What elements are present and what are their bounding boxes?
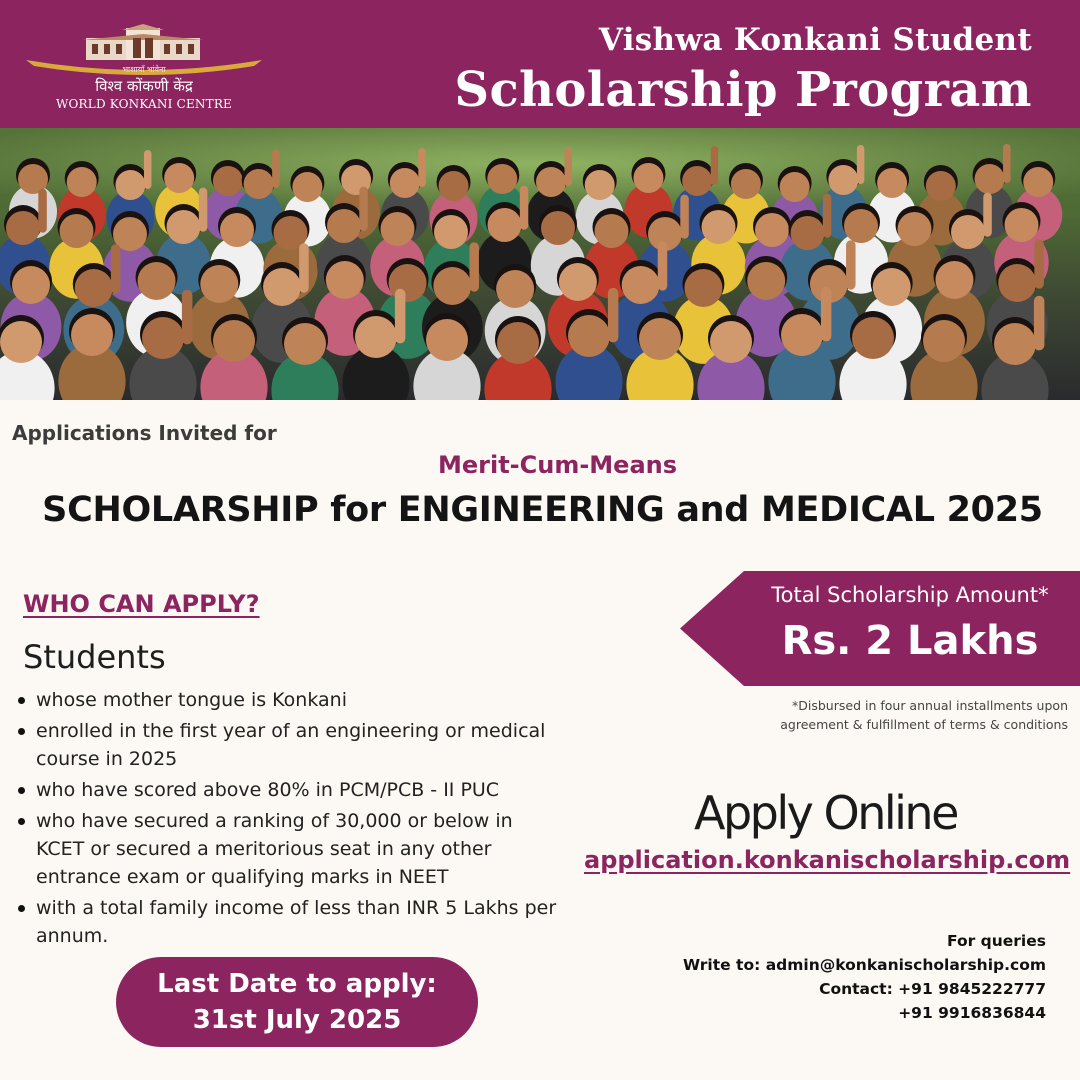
raised-arm	[199, 188, 208, 232]
eligibility-list	[14, 686, 562, 953]
student-face	[389, 264, 427, 302]
student-face	[926, 171, 956, 201]
raised-arm	[658, 241, 668, 290]
student-face	[355, 316, 397, 358]
student-face	[220, 213, 254, 247]
student-face	[559, 263, 597, 301]
student-face	[284, 323, 326, 365]
student-face	[780, 172, 810, 202]
student-face	[710, 321, 752, 363]
student-face	[844, 209, 878, 243]
student-face	[923, 320, 965, 362]
student-face	[595, 214, 629, 248]
raised-arm	[418, 148, 426, 187]
list-item: with a total family income of less than INR 5 Lakhs per annum.	[14, 894, 562, 950]
student-face	[75, 269, 113, 307]
raised-arm	[469, 242, 479, 291]
student-face	[568, 315, 610, 357]
student-face	[684, 269, 722, 307]
student-face	[200, 265, 238, 303]
who-can-apply-heading: WHO CAN APPLY?	[23, 590, 260, 618]
student-face	[164, 163, 194, 193]
student-face	[791, 216, 825, 250]
merit-cum-means-text: Merit-Cum-Means	[437, 451, 678, 479]
world-konkani-centre-logo	[26, 24, 262, 116]
student-face	[731, 169, 761, 199]
raised-arm	[711, 146, 719, 185]
student-face	[67, 167, 97, 197]
student-face	[702, 210, 736, 244]
student-face	[747, 262, 785, 300]
student-face	[433, 267, 471, 305]
student-face	[541, 211, 575, 245]
program-title-line1: Vishwa Konkani Student	[598, 22, 1032, 58]
student-face	[975, 164, 1005, 194]
students-illustration	[0, 128, 1080, 400]
list-item: who have secured a ranking of 30,000 or below in KCET or secured a meritorious seat in any other entrance exam or qualifying marks in NEET	[14, 807, 562, 891]
student-face	[426, 319, 468, 361]
raised-arm	[520, 186, 529, 230]
student-face	[639, 318, 681, 360]
student-face	[951, 215, 985, 249]
scholarship-heading: SCHOLARSHIP for ENGINEERING and MEDICAL 2025	[42, 490, 1043, 530]
student-face	[682, 166, 712, 196]
student-face	[292, 172, 322, 202]
raised-arm	[144, 150, 152, 189]
student-face	[1005, 208, 1039, 242]
amount-label: Total Scholarship Amount*	[771, 583, 1049, 607]
student-face	[326, 261, 364, 299]
student-face	[244, 169, 274, 199]
student-face	[585, 170, 615, 200]
student-face	[852, 317, 894, 359]
student-face	[487, 164, 517, 194]
list-item: who have scored above 80% in PCM/PCB - II PUC	[14, 776, 562, 804]
student-face	[898, 212, 932, 246]
student-face	[71, 314, 113, 356]
raised-arm	[821, 287, 832, 342]
raised-arm	[565, 147, 573, 186]
student-face	[167, 210, 201, 244]
student-face	[213, 320, 255, 362]
raised-arm	[857, 145, 865, 184]
student-face	[263, 268, 301, 306]
student-face	[327, 209, 361, 243]
raised-arm	[299, 243, 309, 292]
student-face	[1023, 167, 1053, 197]
header-band	[0, 0, 1080, 128]
raised-arm	[1034, 239, 1044, 288]
amount-value: Rs. 2 Lakhs	[781, 618, 1039, 664]
student-face	[439, 171, 469, 201]
student-face	[633, 163, 663, 193]
raised-arm	[1003, 144, 1011, 183]
application-link[interactable]: application.konkanischolarship.com	[584, 846, 1071, 874]
disbursement-note-line2: agreement & fulfillment of terms & conditions	[780, 717, 1068, 732]
student-face	[755, 213, 789, 247]
last-date-badge	[116, 957, 478, 1047]
student-face	[873, 268, 911, 306]
logo-motto: भाशायाँ भांवेना	[122, 65, 166, 74]
queries-phone-2[interactable]: +91 9916836844	[898, 1004, 1046, 1022]
student-face	[488, 208, 522, 242]
student-face	[213, 166, 243, 196]
list-item: enrolled in the first year of an engineering or medical course in 2025	[14, 717, 562, 773]
student-face	[142, 317, 184, 359]
student-face	[390, 168, 420, 198]
raised-arm	[846, 240, 856, 289]
students-subheading: Students	[23, 638, 166, 676]
raised-arm	[395, 289, 406, 344]
student-face	[138, 262, 176, 300]
student-face	[12, 266, 50, 304]
disbursement-note	[738, 696, 1068, 734]
applications-invited-text: Applications Invited for	[12, 421, 277, 445]
raised-arm	[182, 290, 193, 345]
raised-arm	[608, 288, 619, 343]
disbursement-note-line1: *Disbursed in four annual installments upon	[792, 698, 1068, 713]
raised-arm	[272, 149, 280, 188]
student-face	[998, 264, 1036, 302]
student-face	[877, 168, 907, 198]
student-face	[496, 270, 534, 308]
logo-name-local: विश्व कोंकणी केंद्र	[95, 77, 193, 95]
student-face	[497, 322, 539, 364]
last-date-label: Last Date to apply:	[157, 969, 437, 999]
raised-arm	[38, 189, 47, 233]
student-face	[781, 314, 823, 356]
apply-online-heading: Apply Online	[694, 786, 957, 840]
student-face	[622, 266, 660, 304]
raised-arm	[1034, 296, 1045, 351]
student-face	[994, 323, 1036, 365]
queries-contact-block	[683, 929, 1046, 1025]
student-face	[434, 215, 468, 249]
raised-arm	[823, 194, 832, 238]
student-face	[381, 212, 415, 246]
student-face	[935, 261, 973, 299]
student-face	[60, 214, 94, 248]
raised-arm	[359, 187, 368, 231]
student-face	[0, 321, 42, 363]
student-face	[6, 211, 40, 245]
raised-arm	[680, 195, 689, 239]
program-title-line2: Scholarship Program	[454, 62, 1032, 118]
raised-arm	[983, 193, 992, 237]
list-item: whose mother tongue is Konkani	[14, 686, 562, 714]
queries-heading: For queries	[947, 932, 1046, 950]
last-date-value: 31st July 2025	[192, 1005, 402, 1035]
student-face	[828, 165, 858, 195]
raised-arm	[111, 244, 121, 293]
queries-email[interactable]: Write to: admin@konkanischolarship.com	[682, 956, 1046, 974]
students-group-photo	[0, 128, 1080, 400]
logo-name-en: WORLD KONKANI CENTRE	[55, 97, 233, 111]
student-face	[536, 167, 566, 197]
queries-phone-1[interactable]: Contact: +91 9845222777	[819, 980, 1046, 998]
student-face	[115, 170, 145, 200]
